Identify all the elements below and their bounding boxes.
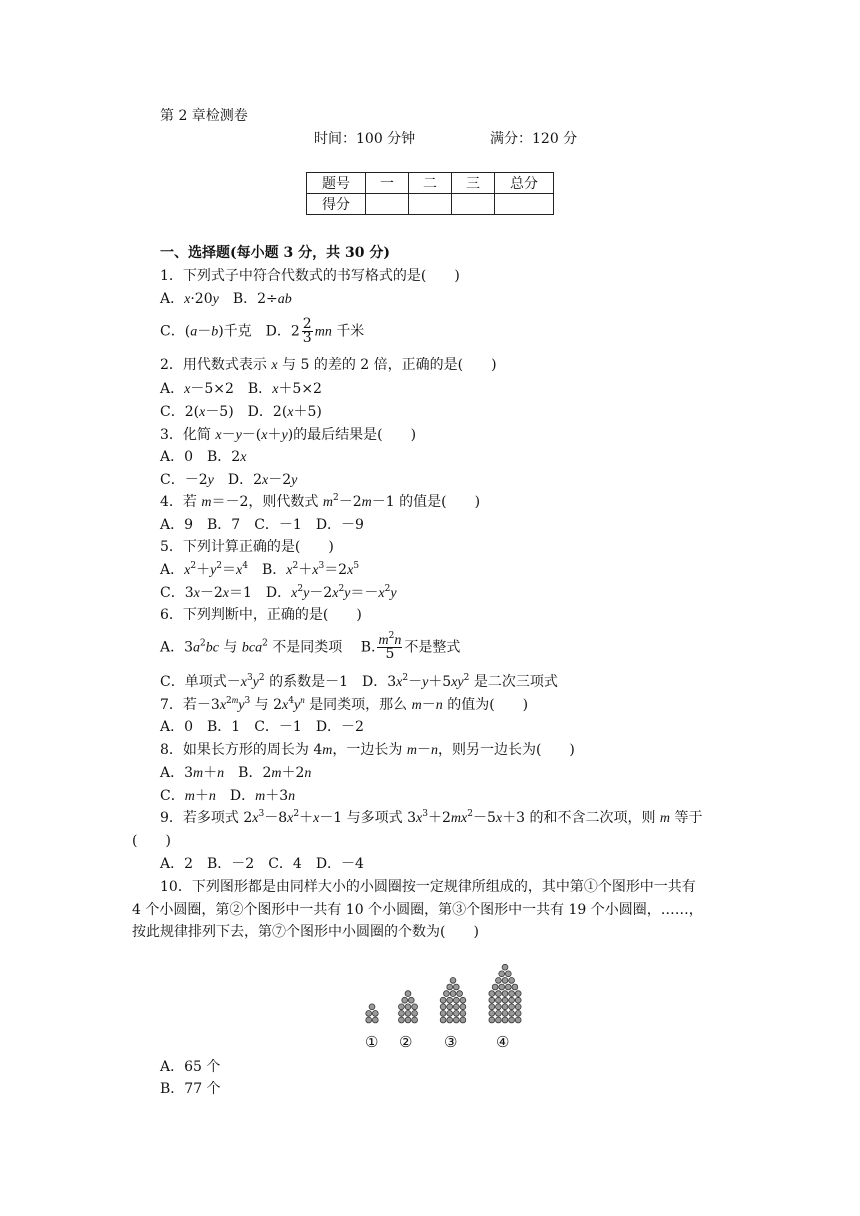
question-5-options-cd: C．3x－2x＝1 D．$x^2y-2x^2y=-x^2y$ — [160, 584, 397, 601]
small-circle — [496, 997, 502, 1003]
question-4-options: A．9 B．7 C．－1 D．－9 — [160, 517, 364, 533]
small-circle — [489, 1011, 495, 1017]
question-8-options-ab: A．3m＋n B．2m＋2n — [160, 765, 312, 781]
small-circle — [447, 1017, 453, 1023]
table-cell: 三 — [452, 173, 495, 194]
small-circle — [509, 1017, 515, 1023]
small-circle — [444, 991, 450, 997]
small-circle — [447, 997, 453, 1003]
question-6-options-ab: A．$3a^2bc$ 与 bca$^2$ 不是同类项 B. $\frac{m^2n}{5}$ 不是整式 — [160, 631, 461, 662]
small-circle — [515, 1017, 521, 1023]
small-circle — [450, 978, 456, 984]
question-3-options-cd: C．－2y D．2x－2y — [160, 472, 298, 488]
small-circle — [509, 978, 515, 984]
small-circle — [496, 991, 502, 997]
small-circle — [499, 971, 505, 977]
question-9-stem: 9．若多项式 $2x^3-8x^2+x-1$ 与多项式 $3x^3+2mx^2-5x+3$ 的和不含二次项，则 m 等于 — [160, 809, 703, 826]
question-6-options-cd: C．单项式$-x^3y^2$ 的系数是－1 D．$3x^2-y+5xy^2$ 是二次三项式 — [160, 673, 558, 690]
small-circle — [457, 991, 463, 997]
question-5-options-ab: A．$x^2+y^2=x^4$ B．$x^2+x^3=2x^5$ — [160, 561, 360, 578]
exam-time: 时间：100 分钟 — [314, 131, 416, 147]
small-circle — [447, 1004, 453, 1010]
small-circle — [502, 978, 508, 984]
fraction: $\frac{m^2n}{5}$ — [378, 631, 402, 662]
small-circle — [505, 984, 511, 990]
small-circle — [366, 1017, 372, 1023]
table-cell: 二 — [409, 173, 452, 194]
question-7-options: A．0 B．1 C．－1 D．－2 — [160, 719, 364, 735]
small-circle — [412, 1011, 418, 1017]
small-circle — [412, 1004, 418, 1010]
question-10-option-a: A．65 个 — [160, 1059, 221, 1075]
small-circle — [399, 1011, 405, 1017]
score-table-score-row — [307, 194, 554, 215]
small-circle — [440, 1017, 446, 1023]
question-9-options: A．2 B．－2 C．4 D．－4 — [160, 856, 364, 872]
small-circle — [453, 1017, 459, 1023]
small-circle — [369, 1004, 375, 1010]
small-circle — [447, 984, 453, 990]
small-circle — [440, 1011, 446, 1017]
score-table — [306, 172, 554, 215]
small-circle — [440, 1004, 446, 1010]
small-circle — [460, 1004, 466, 1010]
small-circle — [502, 997, 508, 1003]
small-circle — [489, 1017, 495, 1023]
chapter-title: 第 2 章检测卷 — [160, 108, 248, 124]
figure-label-2: ② — [399, 1033, 413, 1051]
question-7-stem: 7．若$-3x^{2m}y^3$ 与 $2x^4y^n$ 是同类项，那么 m－n 的值为( ) — [160, 695, 529, 713]
small-circle — [502, 964, 508, 970]
small-circle — [408, 997, 414, 1003]
figure-label-1: ① — [365, 1033, 379, 1051]
small-circle — [509, 997, 515, 1003]
small-circle — [402, 997, 408, 1003]
question-5-stem: 5．下列计算正确的是( ) — [160, 539, 334, 555]
question-2-options-cd: C．2(x－5) D．2(x＋5) — [160, 404, 322, 420]
table-cell: 得分 — [307, 194, 366, 215]
small-circle — [502, 1011, 508, 1017]
small-circle — [405, 1017, 411, 1023]
small-circle — [460, 1017, 466, 1023]
small-circle — [492, 984, 498, 990]
small-circle — [412, 1017, 418, 1023]
small-circle — [509, 991, 515, 997]
score-table-header-row — [307, 173, 554, 194]
question-1-options-ab: A．x·20y B．2÷ab — [160, 291, 292, 307]
small-circle — [509, 1004, 515, 1010]
small-circle — [515, 1011, 521, 1017]
question-2-options-ab: A．x－5×2 B．x＋5×2 — [160, 381, 322, 397]
small-circle — [515, 991, 521, 997]
small-circle — [440, 997, 446, 1003]
small-circle — [372, 1017, 378, 1023]
small-circle — [489, 991, 495, 997]
figure-label-4: ④ — [496, 1033, 510, 1051]
small-circle — [515, 1004, 521, 1010]
question-10-option-b: B．77 个 — [160, 1081, 221, 1097]
small-circle — [453, 1004, 459, 1010]
exam-full-score: 满分：120 分 — [490, 131, 578, 147]
question-3-stem: 3．化简 x－y－(x＋y)的最后结果是( ) — [160, 427, 417, 443]
small-circle — [515, 997, 521, 1003]
small-circle — [496, 1011, 502, 1017]
question-8-options-cd: C．m＋n D．m＋3n — [160, 788, 296, 804]
score-input-cell[interactable] — [495, 194, 554, 215]
small-circle — [502, 991, 508, 997]
small-circle — [366, 1011, 372, 1017]
mixed-fraction: $\frac{2}{3}$ — [302, 316, 312, 346]
small-circle — [489, 1004, 495, 1010]
small-circle — [460, 997, 466, 1003]
small-circle — [499, 984, 505, 990]
small-circle — [496, 1017, 502, 1023]
small-circle — [453, 997, 459, 1003]
table-cell: 总分 — [495, 173, 554, 194]
question-8-stem: 8．如果长方形的周长为 4m，一边长为 m－n，则另一边长为( ) — [160, 742, 575, 758]
small-circle — [505, 971, 511, 977]
table-cell: 题号 — [307, 173, 366, 194]
question-1-stem: 1．下列式子中符合代数式的书写格式的是( ) — [160, 268, 460, 284]
question-6-stem: 6．下列判断中，正确的是( ) — [160, 607, 362, 623]
question-3-options-ab: A．0 B．2x — [160, 449, 247, 465]
question-1-options-cd: C．(a－b)千克 D．2 $\frac{2}{3}$ mn 千米 — [160, 316, 365, 346]
figure-label-3: ③ — [444, 1033, 458, 1051]
small-circle — [502, 1004, 508, 1010]
question-10-stem-line1: 10．下列图形都是由同样大小的小圆圈按一定规律所组成的，其中第①个图形中一共有 — [160, 879, 696, 895]
question-4-stem: 4．若 m＝－2，则代数式 $m^2-2m-1$ 的值是( ) — [160, 493, 481, 510]
table-cell: 一 — [366, 173, 409, 194]
small-circle — [447, 1011, 453, 1017]
small-circle — [399, 1017, 405, 1023]
small-circle — [489, 997, 495, 1003]
circle-pattern-figure — [355, 938, 535, 1038]
score-input-cell[interactable] — [409, 194, 452, 215]
small-circle — [372, 1011, 378, 1017]
small-circle — [460, 1011, 466, 1017]
small-circle — [450, 991, 456, 997]
small-circle — [453, 984, 459, 990]
question-10-stem-line3: 按此规律排列下去，第⑦个图形中小圆圈的个数为( ) — [132, 924, 479, 940]
question-2-stem: 2．用代数式表示 x 与 5 的差的 2 倍，正确的是( ) — [160, 357, 497, 373]
small-circle — [496, 1004, 502, 1010]
small-circle — [502, 1017, 508, 1023]
small-circle — [399, 1004, 405, 1010]
small-circle — [405, 1011, 411, 1017]
small-circle — [512, 984, 518, 990]
small-circle — [453, 1011, 459, 1017]
score-input-cell[interactable] — [452, 194, 495, 215]
small-circle — [405, 1004, 411, 1010]
small-circle — [496, 978, 502, 984]
question-10-stem-line2: 4 个小圆圈，第②个图形中一共有 10 个小圆圈，第③个图形中一共有 19 个小圆圈，……， — [132, 902, 703, 918]
small-circle — [509, 1011, 515, 1017]
small-circle — [405, 991, 411, 997]
score-input-cell[interactable] — [366, 194, 409, 215]
section-heading: 一、选择题(每小题 3 分，共 30 分) — [160, 245, 390, 261]
question-9-blank: ( ) — [132, 833, 171, 849]
